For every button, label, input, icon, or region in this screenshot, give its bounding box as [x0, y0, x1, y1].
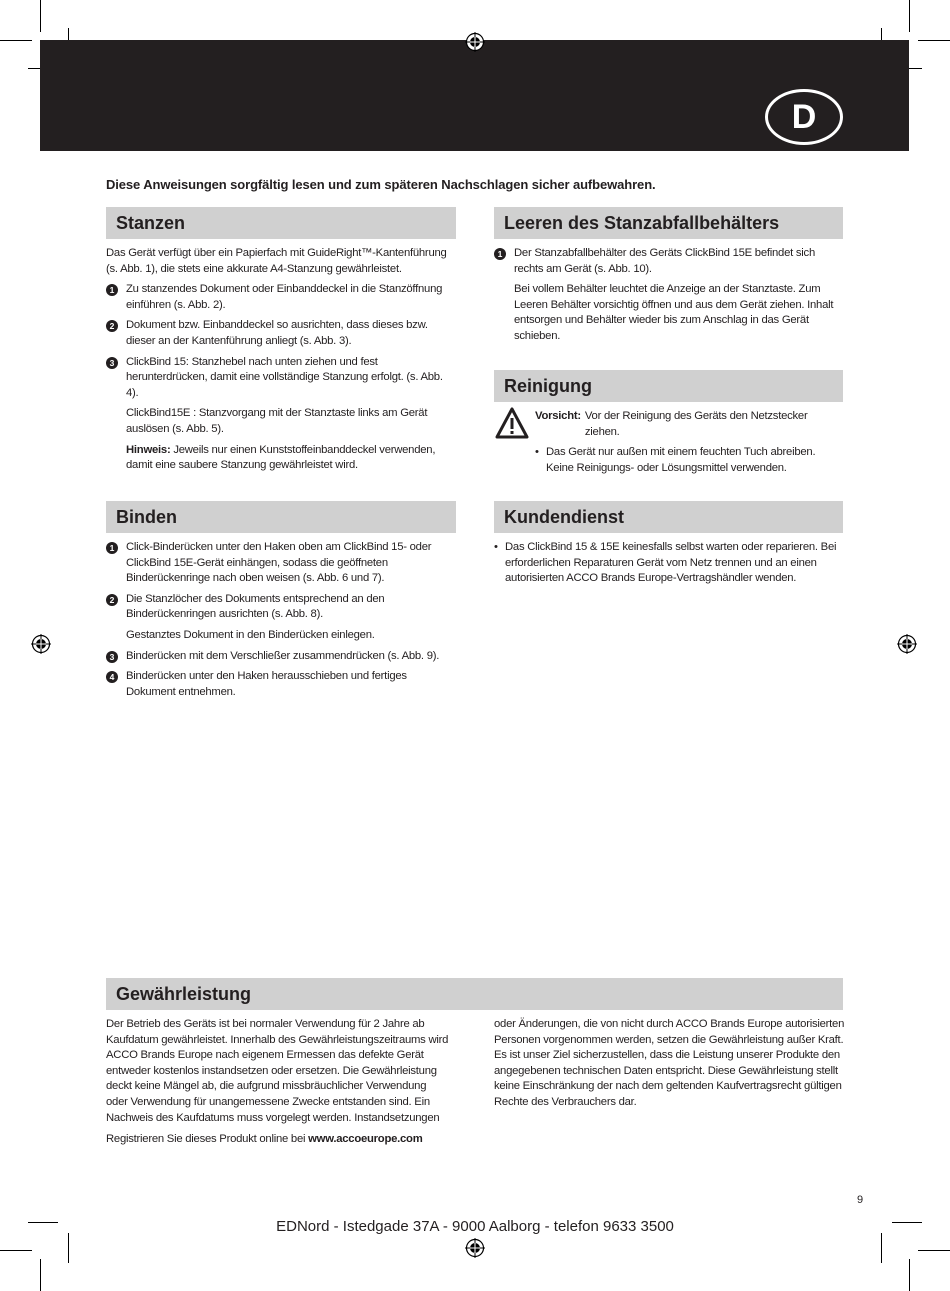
crop-mark: [909, 1259, 910, 1291]
section-heading-kundendienst: Kundendienst: [494, 501, 843, 533]
list-item: [106, 669, 458, 700]
stanzen-section: [106, 246, 458, 479]
crop-mark: [0, 1250, 32, 1251]
step-number: 3: [106, 357, 118, 369]
list-item: [106, 540, 458, 587]
register-text: Registrieren Sie dieses Produkt online bei: [106, 1133, 309, 1146]
step-text: Der Stanzabfallbehälter des Geräts ClickBind 15E befindet sich rechts am Gerät (s. Abb. 10).: [514, 247, 815, 275]
list-item: [494, 246, 844, 277]
step-number: 1: [106, 284, 118, 296]
step-text: Die Stanzlöcher des Dokuments entsprechend an den Binderückenringen ausrichten (s. Abb. 8).: [126, 592, 385, 621]
crop-mark: [40, 0, 41, 32]
step-number: 2: [106, 320, 118, 332]
sub-paragraph: Bei vollem Behälter leuchtet die Anzeige an der Stanztaste. Zum Leeren Behälter vorsichtig öffnen und aus dem Gerät ziehen. Inhalt entsorgen und Behälter wieder bis zum Anschlag in das Gerät schieben.: [514, 283, 834, 342]
note-label: Hinweis:: [126, 443, 171, 456]
step-number: 1: [494, 248, 506, 260]
step-text: ClickBind 15: Stanzhebel nach unten ziehen und fest herunterdrücken, damit eine vollständige Stanzung erfolgt. (s. Abb. 4).: [126, 355, 443, 399]
registration-mark-icon: [31, 634, 51, 654]
page-number: 9: [857, 1194, 864, 1206]
step-number: 4: [106, 671, 118, 683]
leeren-section: [494, 246, 844, 350]
crop-mark: [918, 1250, 950, 1251]
step-number: 2: [106, 594, 118, 606]
sub-paragraph: ClickBind15E : Stanzvorgang mit der Stanztaste links am Gerät auslösen (s. Abb. 5).: [126, 407, 428, 435]
registration-mark-icon: [897, 634, 917, 654]
crop-mark: [881, 1233, 882, 1263]
caution-row: [535, 409, 835, 440]
register-link[interactable]: www.accoeurope.com: [308, 1133, 423, 1146]
registration-mark-icon: [465, 32, 485, 52]
list-item: [106, 355, 458, 402]
binden-section: [106, 540, 458, 705]
crop-mark: [68, 1233, 69, 1263]
warranty-text-right: oder Änderungen, die von nicht durch ACCO Brands Europe autorisierten Personen vorgenommen werden, setzen die Gewährleistung außer Kraft. Es ist unser Ziel sicherzustellen, dass die Leistung unserer Produkte den angegebenen technischen Daten entspricht. Diese Gewährleistung stellt keine Einschränkung der nach dem geltenden Kaufvertragsrecht gültigen Rechte des Verbrauchers dar.: [494, 1018, 845, 1108]
step-text: Click-Binderücken unter den Haken oben am ClickBind 15- oder ClickBind 15E-Gerät einhängen, sodass die geöffneten Binderückenringe nach oben weisen (s. Abb. 6 und 7).: [126, 541, 432, 585]
register-line: [106, 1132, 450, 1148]
section-heading-stanzen: Stanzen: [106, 207, 456, 239]
sub-paragraph: Gestanztes Dokument in den Binderücken einlegen.: [126, 628, 375, 641]
gewaehrleistung-left-column: [106, 1017, 450, 1153]
step-number: 1: [106, 542, 118, 554]
note: [106, 443, 458, 474]
registration-mark-icon: [465, 1238, 485, 1258]
bullet-item: • Das ClickBind 15 & 15E keinesfalls selbst warten oder reparieren. Bei erforderlichen Reparaturen Gerät vom Netz trennen und an einen autorisierten ACCO Brands Europe-Vertragshändler wenden.: [494, 540, 844, 587]
warranty-text-left: Der Betrieb des Geräts ist bei normaler Verwendung für 2 Jahre ab Kaufdatum gewährleistet. Innerhalb des Gewährleistungszeitraums wird ACCO Brands Europe nach eigenem Ermessen das defekte Gerät entweder kostenlos instandsetzen oder ersetzen. Die Gewährleistung deckt keine Mängel ab, die aufgrund missbräuchlicher Verwendung oder Verwendung für unangemessene Zwecke entstanden sind. Ein Nachweis des Kaufdatums muss vorgelegt werden. Instandsetzungen: [106, 1018, 449, 1124]
section-heading-reinigung: Reinigung: [494, 370, 843, 402]
list-item: [106, 318, 458, 349]
step-text: Zu stanzendes Dokument oder Einbanddeckel in die Stanzöffnung einführen (s. Abb. 2).: [126, 283, 443, 311]
warning-triangle-icon: [494, 406, 530, 440]
step-text: Dokument bzw. Einbanddeckel so ausrichten, dass dieses bzw. dieser an der Kantenführung anliegt (s. Abb. 3).: [126, 319, 428, 347]
crop-mark: [0, 40, 32, 41]
gewaehrleistung-right-column: [494, 1017, 846, 1116]
reinigung-section: [535, 409, 835, 476]
step-text: Binderücken unter den Haken herausschieben und fertiges Dokument entnehmen.: [126, 670, 407, 698]
kundendienst-section: [494, 540, 844, 587]
crop-mark: [918, 40, 950, 41]
section-heading-gewaehrleistung: Gewährleistung: [106, 978, 843, 1010]
caution-label: Vorsicht:: [535, 410, 581, 422]
stanzen-paragraph: Das Gerät verfügt über ein Papierfach mit GuideRight™-Kantenführung (s. Abb. 1), die stets eine akkurate A4-Stanzung gewährleistet.: [106, 247, 447, 275]
list-item: [106, 592, 458, 623]
section-heading-leeren: Leeren des Stanzabfallbehälters: [494, 207, 843, 239]
footer-address: EDNord - Istedgade 37A - 9000 Aalborg - telefon 9633 3500: [276, 1218, 674, 1235]
list-item: [106, 282, 458, 313]
crop-mark: [909, 0, 910, 32]
section-heading-binden: Binden: [106, 501, 456, 533]
crop-mark: [40, 1259, 41, 1291]
caution-text: Vor der Reinigung des Geräts den Netzstecker ziehen.: [584, 410, 808, 438]
intro-text: Diese Anweisungen sorgfältig lesen und zum späteren Nachschlagen sicher aufbewahren.: [106, 177, 656, 192]
bullet-item: • Das Gerät nur außen mit einem feuchten Tuch abreiben. Keine Reinigungs- oder Lösungsmittel verwenden.: [535, 445, 835, 476]
step-text: Binderücken mit dem Verschließer zusammendrücken (s. Abb. 9).: [126, 649, 440, 662]
list-item: [106, 649, 458, 665]
step-number: 3: [106, 651, 118, 663]
note-text: Jeweils nur einen Kunststoffeinbanddeckel verwenden, damit eine saubere Stanzung gewährleistet wird.: [126, 443, 436, 472]
language-badge: D: [765, 89, 843, 145]
